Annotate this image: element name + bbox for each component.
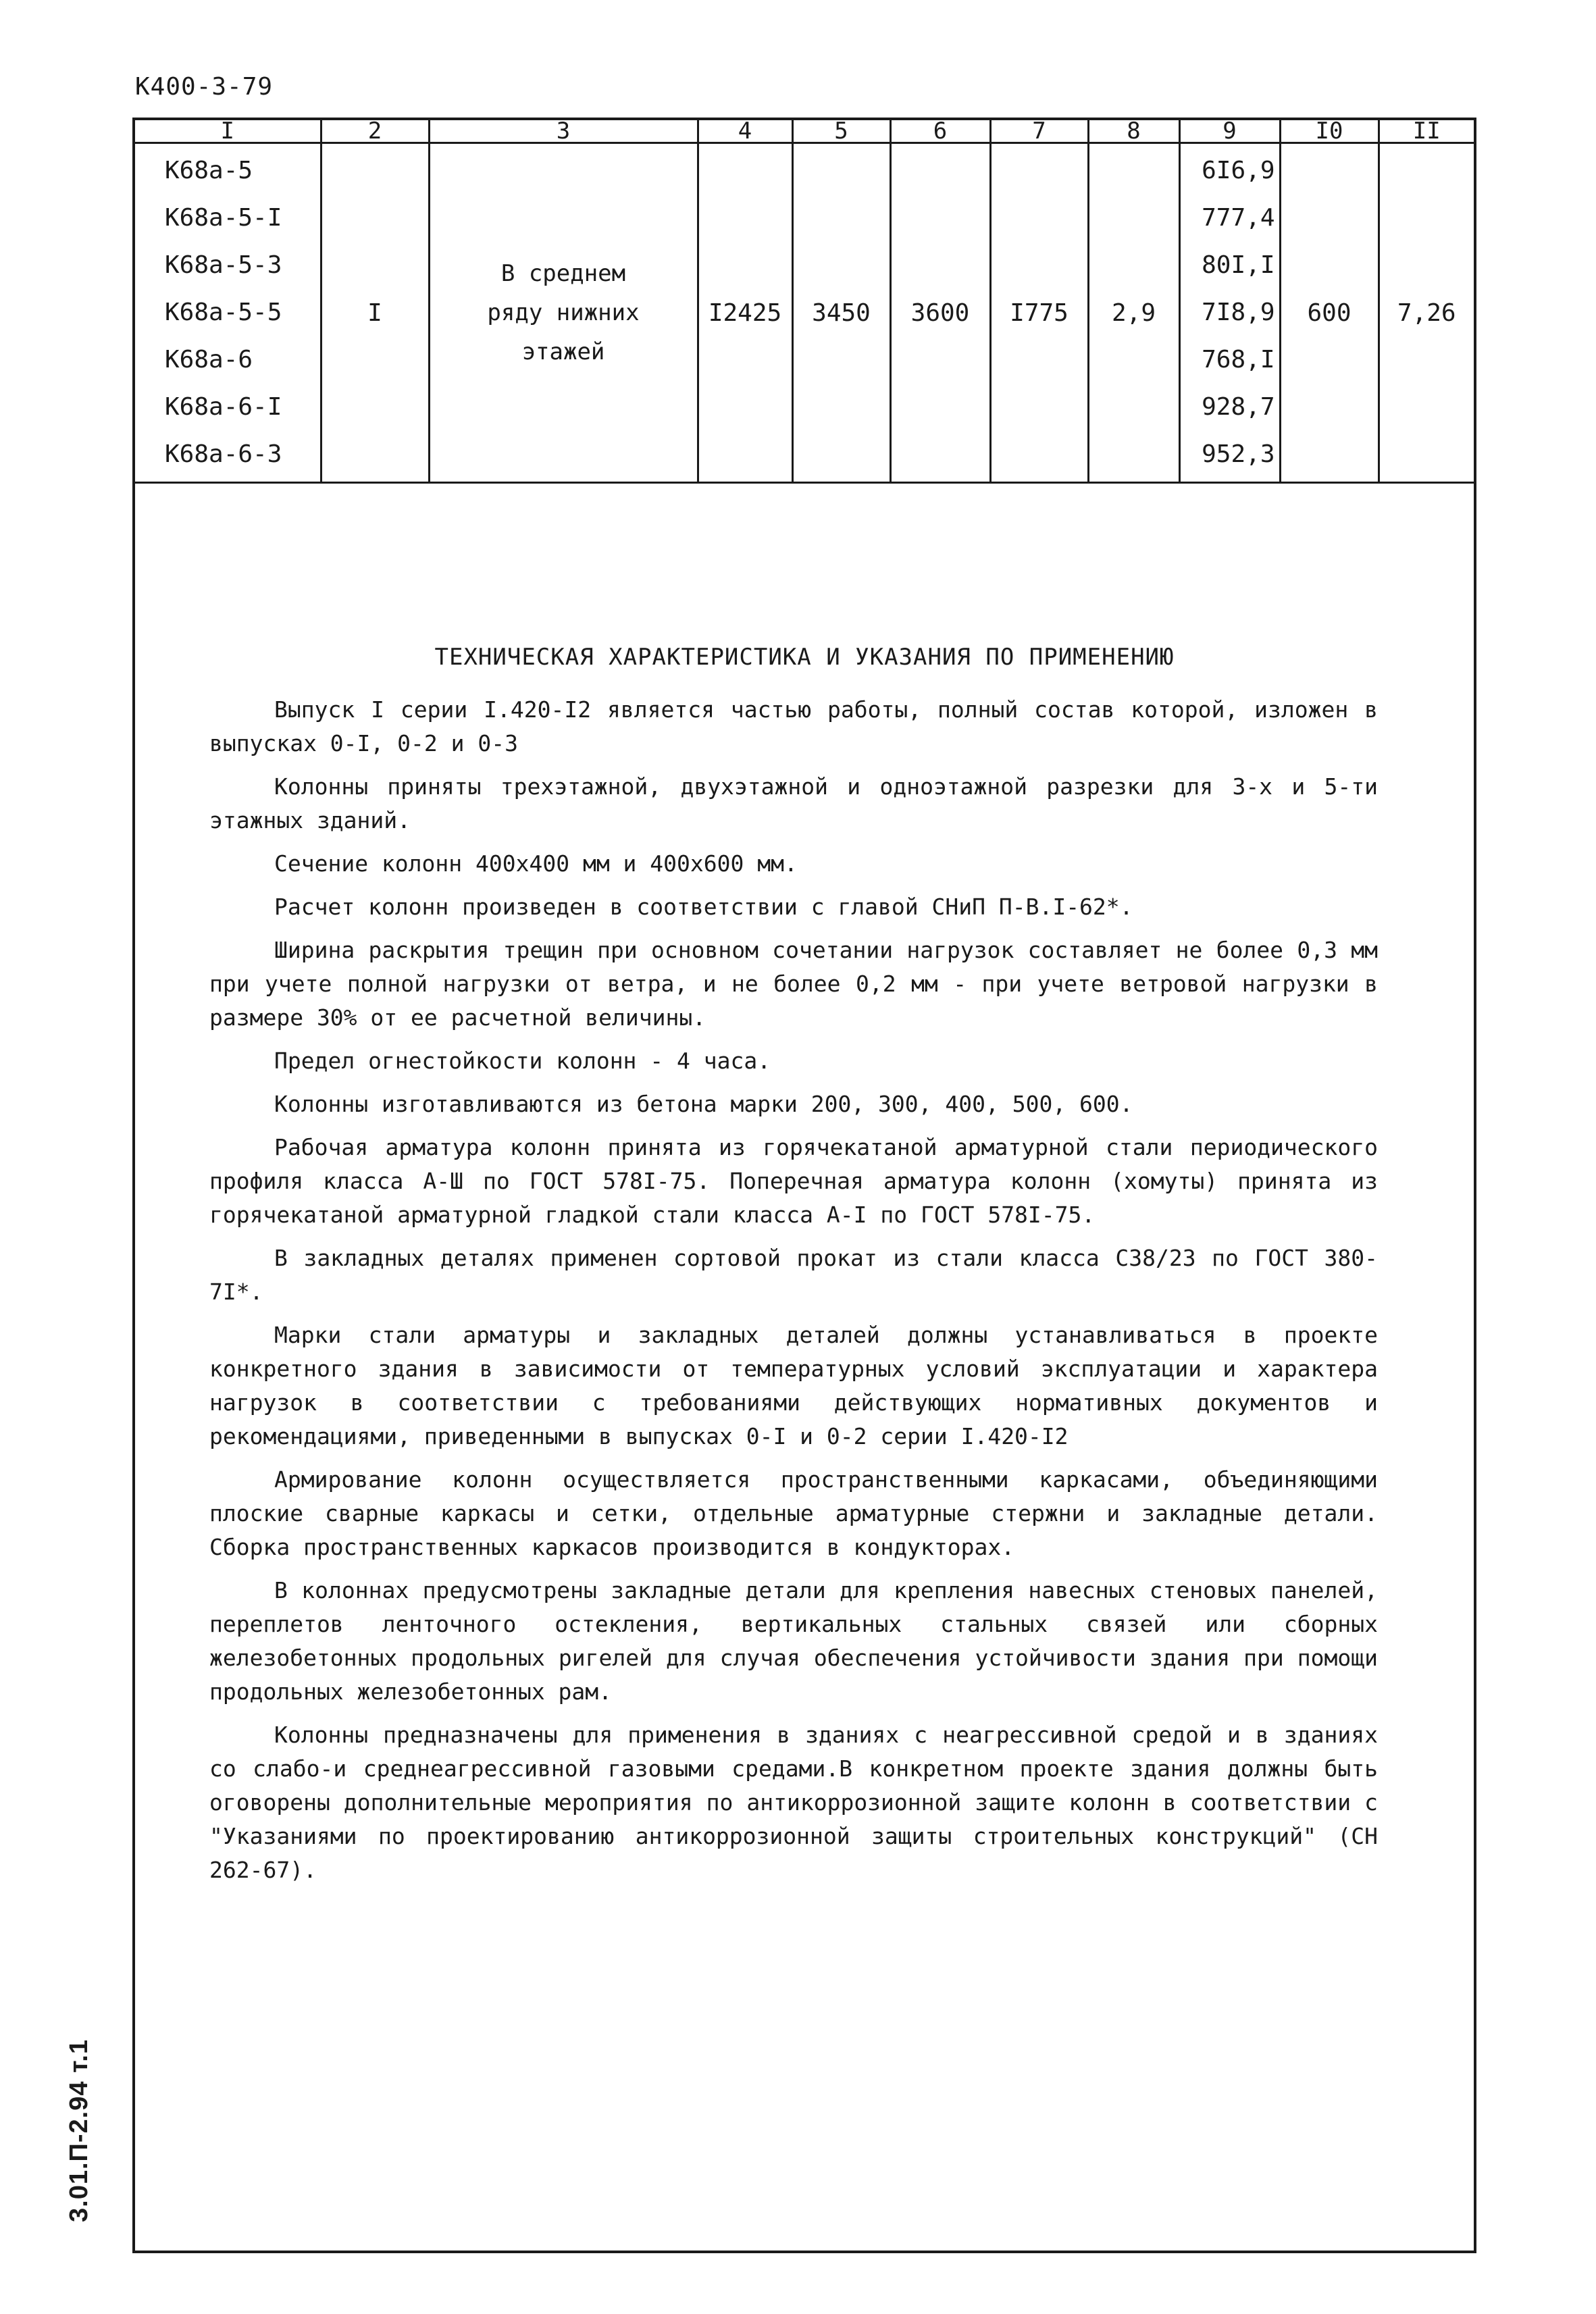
column-header: 8 [1088, 120, 1179, 143]
col4-cell: I2425 [698, 143, 792, 483]
paragraph: Предел огнестойкости колонн - 4 часа. [274, 1048, 771, 1074]
col2-cell: I [321, 143, 429, 483]
drawing-frame [132, 118, 1476, 2253]
weight-value: 768,I [1202, 346, 1275, 374]
weight-value: 6I6,9 [1202, 157, 1275, 184]
paragraph: Выпуск I серии I.420-I2 является частью работы, полный состав которой, изложен в выпусках 0-I, 0-2 и 0-3 [209, 696, 1378, 756]
column-header: I [135, 120, 321, 143]
col11-cell: 7,26 [1379, 143, 1474, 483]
col8-cell: 2,9 [1088, 143, 1179, 483]
weights-cell [1179, 143, 1280, 483]
col6-cell: 3600 [890, 143, 990, 483]
placement-line: этажей [521, 338, 605, 365]
placement-cell [429, 143, 698, 483]
column-mark: К68а-5-3 [165, 251, 282, 279]
column-header: 6 [890, 120, 990, 143]
column-mark: К68а-5-5 [165, 299, 282, 326]
column-header: 7 [990, 120, 1088, 143]
paragraph: Армирование колонн осуществляется пространственными каркасами, объединяющими плоские сварные каркасы и сетки, отдельные арматурные стержни и закладные детали. Сборка пространственных каркасов производится в кондукторах. [209, 1466, 1378, 1560]
column-header: 3 [429, 120, 698, 143]
column-header: 9 [1179, 120, 1280, 143]
paragraph: Рабочая арматура колонн принята из горячекатаной арматурной стали периодического профиля класса А-Ш по ГОСТ 578I-75. Поперечная арматура колонн (хомуты) принята из горячекатаной арматурной гладкой стали класса А-I по ГОСТ 578I-75. [209, 1134, 1378, 1228]
paragraph: Ширина раскрытия трещин при основном сочетании нагрузок составляет не более 0,3 мм при учете полной нагрузки от ветра, и не более 0,2 мм - при учете ветровой нагрузки в размере 30% от ее расчетной величины. [209, 937, 1378, 1031]
section-title: ТЕХНИЧЕСКАЯ ХАРАКТЕРИСТИКА И УКАЗАНИЯ ПО ПРИМЕНЕНИЮ [434, 644, 1175, 671]
weight-value: 7I8,9 [1202, 299, 1275, 326]
table-row [135, 143, 1474, 483]
table-header-row [135, 120, 1474, 143]
paragraph: Сечение колонн 400х400 мм и 400х600 мм. [274, 850, 798, 877]
side-stamp: 3.01.П-2.94 т.1 [65, 2039, 93, 2222]
column-header: I0 [1280, 120, 1379, 143]
paragraph: В колоннах предусмотрены закладные детали для крепления навесных стеновых панелей, переплетов ленточного остекления, вертикальных стальных связей или сборных железобетонных продольных ригелей для случая обеспечения устойчивости здания при помощи продольных железобетонных рам. [209, 1577, 1378, 1705]
col10-cell: 600 [1280, 143, 1379, 483]
weight-value: 777,4 [1202, 204, 1275, 232]
placement-line: В среднем [500, 260, 626, 287]
paragraph: Колонны предназначены для применения в зданиях с неагрессивной средой и в зданиях со слабо-и среднеагрессивной газовыми средами.В конкретном проекте здания должны быть оговорены дополнительные мероприятия по антикоррозионной защите колонн в соответствии с "Указаниями по проектированию антикоррозионной защиты строительных конструкций" (СН 262-67). [209, 1722, 1378, 1883]
paragraph: Расчет колонн произведен в соответствии с главой СНиП П-В.I-62*. [274, 894, 1133, 920]
column-mark: К68а-6 [165, 346, 253, 374]
paragraph: Колонны приняты трехэтажной, двухэтажной и одноэтажной разрезки для 3-х и 5-ти этажных зданий. [209, 773, 1378, 833]
column-header: 5 [792, 120, 890, 143]
column-header: 2 [321, 120, 429, 143]
column-mark: К68а-6-3 [165, 440, 282, 468]
col5-cell: 3450 [792, 143, 890, 483]
col7-cell: I775 [990, 143, 1088, 483]
column-mark: К68а-6-I [165, 393, 282, 421]
weight-value: 928,7 [1202, 393, 1275, 421]
column-header: II [1379, 120, 1474, 143]
paragraph: Колонны изготавливаются из бетона марки 200, 300, 400, 500, 600. [274, 1091, 1133, 1117]
section-body [209, 693, 1378, 1897]
marks-cell [135, 143, 321, 483]
weight-value: 80I,I [1202, 251, 1275, 279]
column-mark: К68а-5-I [165, 204, 282, 232]
paragraph: В закладных деталях применен сортовой прокат из стали класса С38/23 по ГОСТ 380-7I*. [209, 1245, 1378, 1305]
placement-line: ряду нижних [487, 299, 640, 326]
document-code: К400-3-79 [135, 73, 274, 101]
column-table [135, 120, 1474, 484]
paragraph: Марки стали арматуры и закладных деталей должны устанавливаться в проекте конкретного здания в зависимости от температурных условий эксплуатации и характера нагрузок в соответствии с требованиями действующих нормативных документов и рекомендациями, приведенными в выпусках 0-I и 0-2 серии I.420-I2 [209, 1322, 1378, 1449]
weight-value: 952,3 [1202, 440, 1275, 468]
column-header: 4 [698, 120, 792, 143]
column-mark: К68а-5 [165, 157, 253, 184]
